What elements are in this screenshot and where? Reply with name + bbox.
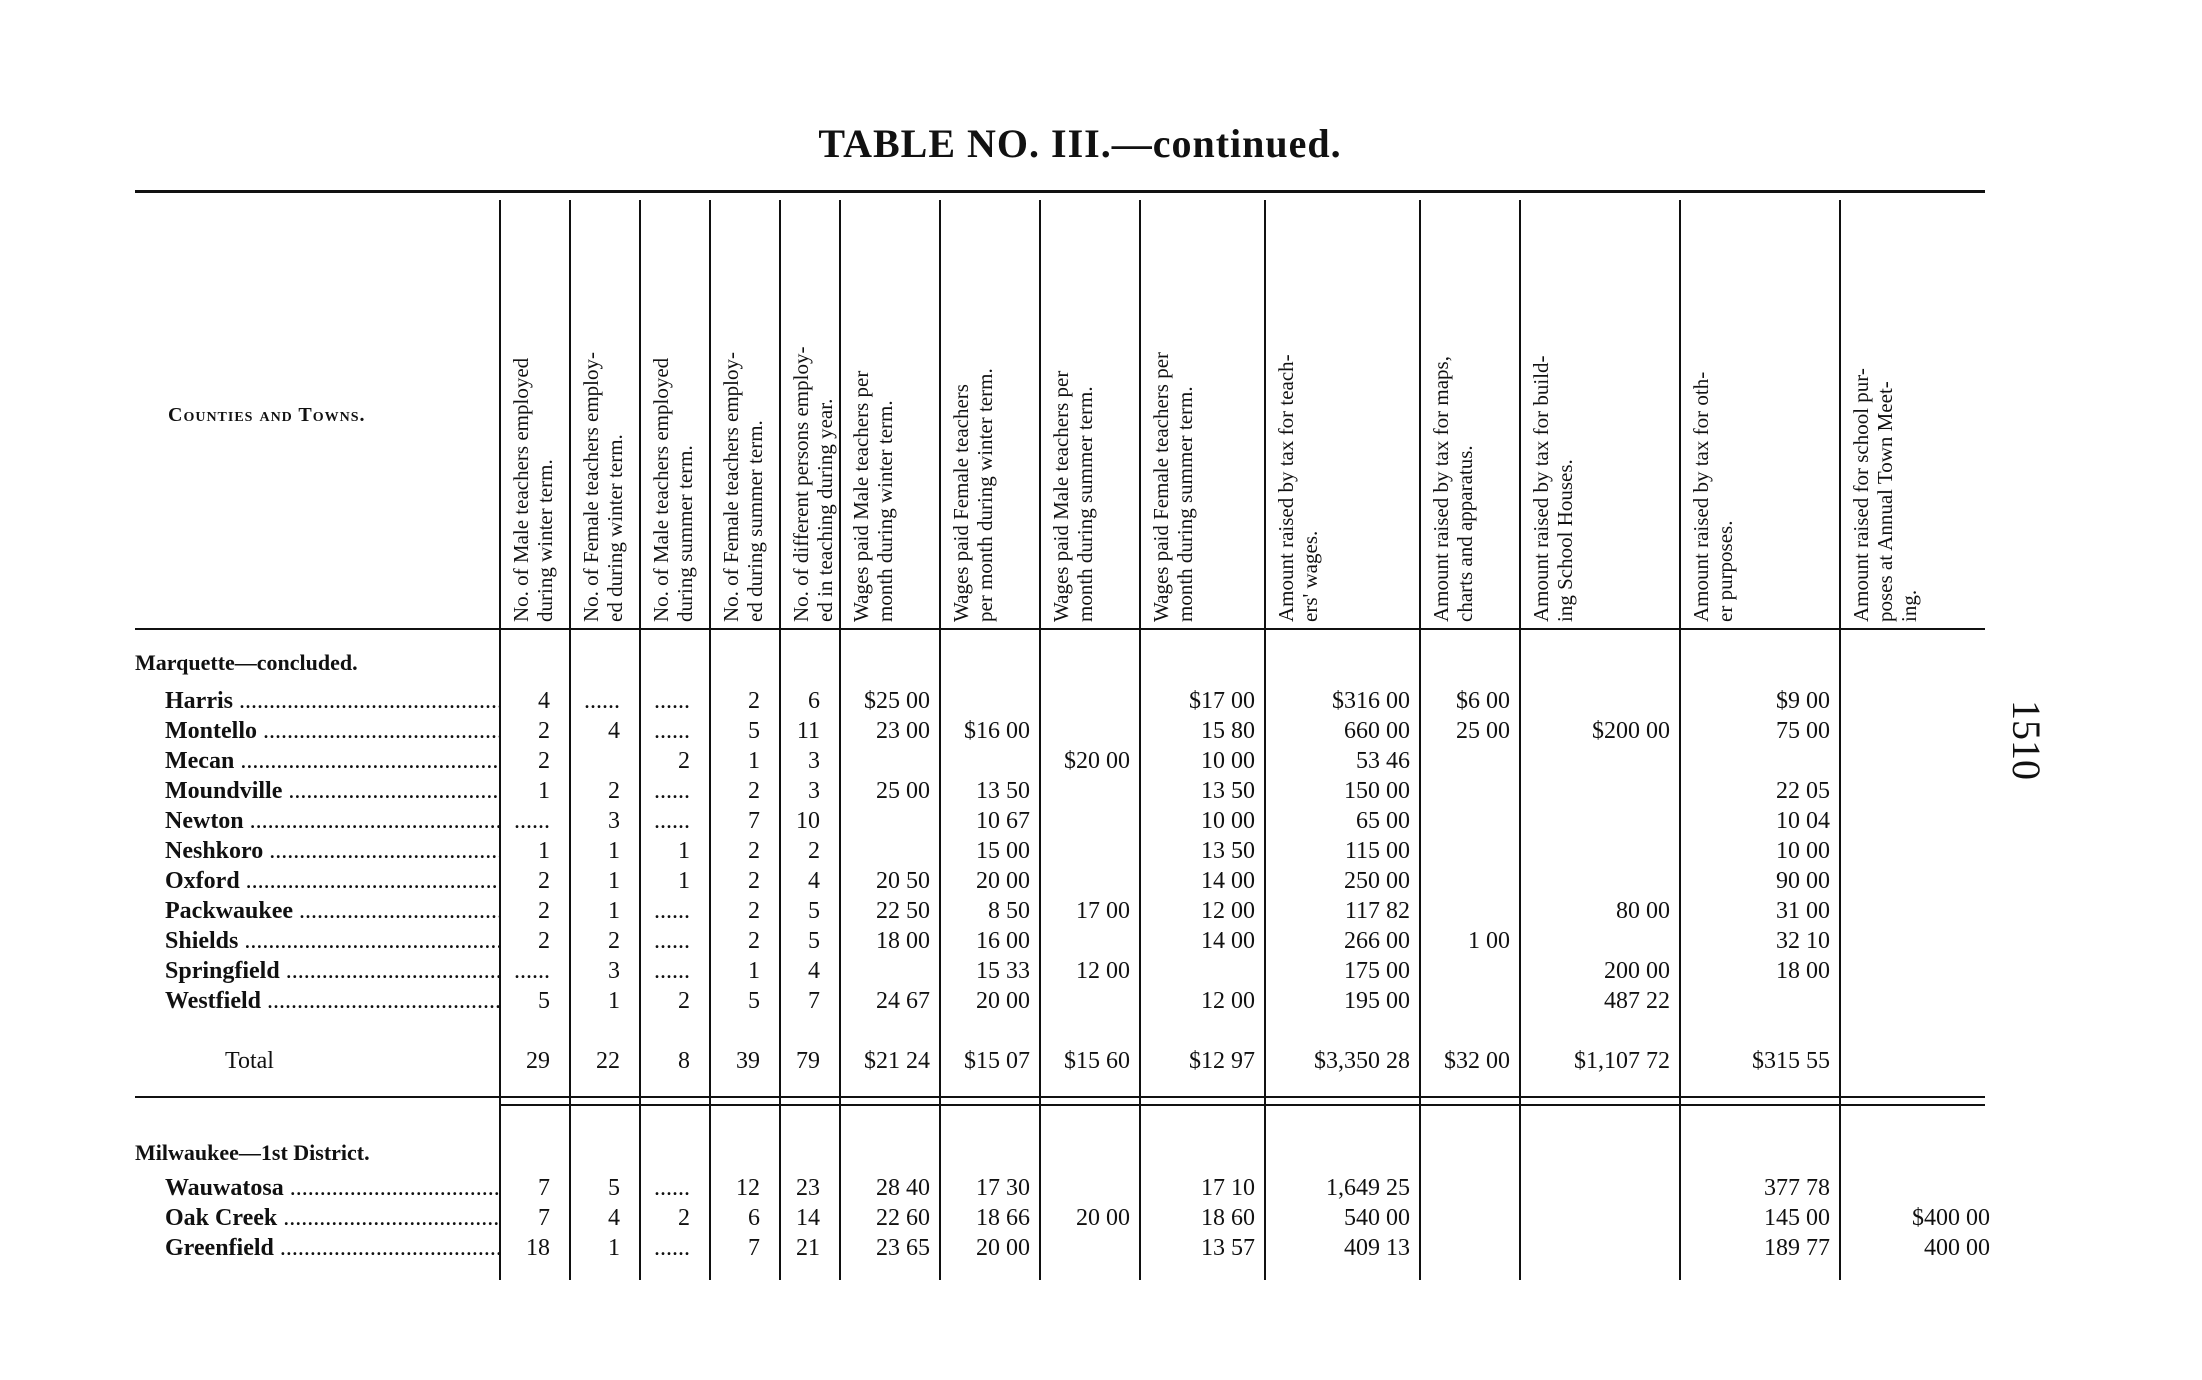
table-cell: 2: [748, 778, 760, 804]
table-cell: $17 00: [1189, 688, 1255, 714]
table-cell: 400 00: [1924, 1235, 1990, 1261]
table-cell: 3: [608, 958, 620, 984]
column-header-line: Wages paid Male teachers per: [849, 370, 873, 622]
table-row: [0, 838, 2202, 868]
column-header-line: No. of different persons employ-: [789, 346, 813, 622]
table-cell: ......: [514, 958, 550, 984]
table-cell: 2: [678, 988, 690, 1014]
town-name: Shields .....: [165, 928, 500, 955]
table-row: [0, 1235, 2202, 1265]
table-cell: ......: [654, 1235, 690, 1261]
table-cell: 12 00: [1201, 898, 1255, 924]
column-header-line: ed during summer term.: [743, 420, 767, 622]
table-cell: 2: [748, 898, 760, 924]
table-cell: ......: [514, 808, 550, 834]
table-cell: 12 00: [1076, 958, 1130, 984]
table-cell: 150 00: [1344, 778, 1410, 804]
table-cell: 13 50: [1201, 838, 1255, 864]
table-cell: 2: [748, 928, 760, 954]
table-cell: 2: [608, 928, 620, 954]
table-cell: 10 00: [1201, 748, 1255, 774]
town-name: Mecan .....: [165, 748, 500, 775]
table-cell: 10 00: [1776, 838, 1830, 864]
table-cell: 10 04: [1776, 808, 1830, 834]
town-name: Moundville .....: [165, 778, 500, 805]
table-cell: 1: [678, 868, 690, 894]
table-cell: 1: [608, 868, 620, 894]
table-cell: 540 00: [1344, 1205, 1410, 1231]
column-header-line: er purposes.: [1713, 520, 1737, 622]
table-cell: 22 05: [1776, 778, 1830, 804]
column-header: [849, 371, 897, 622]
table-cell: 2: [678, 1205, 690, 1231]
table-cell: 18 66: [976, 1205, 1030, 1231]
table-cell: 12 00: [1201, 988, 1255, 1014]
table-cell: 3: [608, 808, 620, 834]
table-cell: ......: [584, 688, 620, 714]
table-cell: $316 00: [1332, 688, 1410, 714]
table-cell: 2: [678, 748, 690, 774]
column-header-line: No. of Male teachers employed: [649, 357, 673, 622]
column-header: [1529, 355, 1577, 622]
table-cell: 53 46: [1356, 748, 1410, 774]
table-cell: 2: [538, 748, 550, 774]
table-row: [0, 1175, 2202, 1205]
table-cell: ......: [654, 778, 690, 804]
header-top-rule: [135, 190, 1985, 193]
table-cell: 2: [608, 778, 620, 804]
table-row: [0, 808, 2202, 838]
town-name: Westfield .....: [165, 988, 500, 1015]
column-header-line: ers' wages.: [1298, 530, 1322, 622]
table-row: [0, 988, 2202, 1018]
table-cell: $25 00: [864, 688, 930, 714]
table-cell: 22: [596, 1048, 620, 1074]
table-cell: 1: [608, 1235, 620, 1261]
column-header-line: charts and apparatus.: [1453, 445, 1477, 622]
table-cell: 2: [808, 838, 820, 864]
table-cell: 90 00: [1776, 868, 1830, 894]
town-name: Oak Creek .....: [165, 1205, 500, 1232]
table-cell: 195 00: [1344, 988, 1410, 1014]
table-cell: 1: [748, 748, 760, 774]
table-cell: 115 00: [1344, 838, 1410, 864]
table-cell: 11: [796, 718, 820, 744]
table-cell: 17 10: [1201, 1175, 1255, 1201]
table-cell: 10: [796, 808, 820, 834]
table-cell: 25 00: [1456, 718, 1510, 744]
table-cell: 14 00: [1201, 868, 1255, 894]
column-header-line: ing.: [1897, 589, 1921, 622]
table-cell: $200 00: [1592, 718, 1670, 744]
section-heading: Milwaukee—1st District.: [135, 1140, 370, 1165]
town-name: Wauwatosa .....: [165, 1175, 500, 1202]
table-cell: 5: [538, 988, 550, 1014]
table-cell: 29: [526, 1048, 550, 1074]
table-cell: 8: [678, 1048, 690, 1074]
table-cell: 22 60: [876, 1205, 930, 1231]
table-cell: $20 00: [1064, 748, 1130, 774]
table-cell: 4: [808, 958, 820, 984]
total-double-rule-lower: [500, 1104, 1985, 1106]
column-header-line: Amount raised for school pur-: [1849, 368, 1873, 622]
table-cell: $21 24: [864, 1048, 930, 1074]
counties-and-towns-header: Counties and Towns.: [168, 404, 366, 426]
column-header: [579, 352, 627, 622]
table-cell: 5: [808, 928, 820, 954]
table-cell: ......: [654, 688, 690, 714]
table-cell: ......: [654, 808, 690, 834]
table-cell: 1: [608, 988, 620, 1014]
column-header-line: Wages paid Female teachers: [949, 384, 973, 622]
column-header-line: No. of Female teachers employ-: [579, 352, 603, 622]
table-cell: 23 65: [876, 1235, 930, 1261]
column-header-line: Amount raised by tax for teach-: [1274, 354, 1298, 622]
table-row: [0, 928, 2202, 958]
column-header-line: Wages paid Male teachers per: [1049, 370, 1073, 622]
table-cell: 18: [526, 1235, 550, 1261]
table-cell: ......: [654, 958, 690, 984]
town-name: Greenfield .....: [165, 1235, 500, 1262]
table-cell: $32 00: [1444, 1048, 1510, 1074]
table-cell: 4: [608, 1205, 620, 1231]
column-header-line: during summer term.: [673, 445, 697, 622]
table-cell: 1: [608, 898, 620, 924]
table-cell: 20 00: [976, 988, 1030, 1014]
table-row: [0, 898, 2202, 928]
table-cell: 10 00: [1201, 808, 1255, 834]
table-cell: 39: [736, 1048, 760, 1074]
column-header-line: per month during winter term.: [973, 368, 997, 622]
table-row: [0, 748, 2202, 778]
town-name: Harris .....: [165, 688, 500, 715]
table-cell: 2: [538, 868, 550, 894]
table-cell: 8 50: [988, 898, 1030, 924]
table-cell: $6 00: [1456, 688, 1510, 714]
table-cell: 17 00: [1076, 898, 1130, 924]
table-cell: 10 67: [976, 808, 1030, 834]
table-cell: 20 00: [976, 868, 1030, 894]
table-cell: $400 00: [1912, 1205, 1990, 1231]
table-cell: 21: [796, 1235, 820, 1261]
column-header-line: poses at Annual Town Meet-: [1873, 381, 1897, 622]
table-row: [0, 778, 2202, 808]
table-cell: 2: [538, 928, 550, 954]
table-cell: 14: [796, 1205, 820, 1231]
table-cell: 20 00: [1076, 1205, 1130, 1231]
column-header: [1274, 354, 1322, 622]
table-cell: $1,107 72: [1574, 1048, 1670, 1074]
table-cell: ......: [654, 898, 690, 924]
total-label: Total: [225, 1048, 274, 1074]
table-cell: 2: [748, 868, 760, 894]
table-cell: 18 00: [1776, 958, 1830, 984]
town-name: Montello .....: [165, 718, 500, 745]
table-cell: 31 00: [1776, 898, 1830, 924]
table-cell: 2: [748, 838, 760, 864]
column-header-line: Amount raised by tax for maps,: [1429, 356, 1453, 622]
column-header: [789, 347, 837, 622]
table-cell: 15 00: [976, 838, 1030, 864]
table-cell: 487 22: [1604, 988, 1670, 1014]
table-cell: 7: [748, 1235, 760, 1261]
column-header-line: ed during winter term.: [603, 434, 627, 622]
table-cell: 145 00: [1764, 1205, 1830, 1231]
table-cell: ......: [654, 928, 690, 954]
table-cell: 2: [538, 718, 550, 744]
table-cell: 13 57: [1201, 1235, 1255, 1261]
town-name: Newton .....: [165, 808, 500, 835]
table-cell: $3,350 28: [1314, 1048, 1410, 1074]
page-number: 1510: [2004, 700, 2049, 780]
column-header-line: month during summer term.: [1073, 386, 1097, 622]
header-bottom-rule: [135, 628, 1985, 630]
table-cell: 3: [808, 748, 820, 774]
table-cell: 5: [608, 1175, 620, 1201]
table-cell: 13 50: [976, 778, 1030, 804]
table-cell: ......: [654, 1175, 690, 1201]
table-cell: 250 00: [1344, 868, 1410, 894]
table-cell: 25 00: [876, 778, 930, 804]
table-cell: $9 00: [1776, 688, 1830, 714]
table-cell: $12 97: [1189, 1048, 1255, 1074]
table-cell: 5: [748, 718, 760, 744]
table-cell: $15 60: [1064, 1048, 1130, 1074]
table-cell: 117 82: [1344, 898, 1410, 924]
column-header-line: month during summer term.: [1173, 386, 1197, 622]
table-cell: 1: [538, 778, 550, 804]
table-cell: 5: [748, 988, 760, 1014]
table-cell: 377 78: [1764, 1175, 1830, 1201]
column-header-line: during winter term.: [533, 459, 557, 622]
table-cell: 14 00: [1201, 928, 1255, 954]
table-cell: 266 00: [1344, 928, 1410, 954]
column-header-line: month during winter term.: [873, 400, 897, 622]
column-header: [649, 358, 697, 622]
column-header: [1429, 356, 1477, 622]
column-header-line: No. of Male teachers employed: [509, 357, 533, 622]
table-cell: 65 00: [1356, 808, 1410, 834]
table-cell: 79: [796, 1048, 820, 1074]
table-row: [0, 958, 2202, 988]
table-cell: 13 50: [1201, 778, 1255, 804]
table-cell: 200 00: [1604, 958, 1670, 984]
table-cell: 7: [808, 988, 820, 1014]
table-cell: 1 00: [1468, 928, 1510, 954]
table-cell: 2: [538, 898, 550, 924]
column-header-line: ing School Houses.: [1553, 459, 1577, 622]
town-name: Packwaukee .....: [165, 898, 500, 925]
table-cell: ......: [654, 718, 690, 744]
town-name: Springfield .....: [165, 958, 500, 985]
table-cell: 4: [808, 868, 820, 894]
table-cell: 20 50: [876, 868, 930, 894]
column-header-line: No. of Female teachers employ-: [719, 352, 743, 622]
table-cell: 20 00: [976, 1235, 1030, 1261]
table-cell: $315 55: [1752, 1048, 1830, 1074]
table-cell: 28 40: [876, 1175, 930, 1201]
table-cell: 23: [796, 1175, 820, 1201]
table-cell: 18 00: [876, 928, 930, 954]
table-cell: 1: [538, 838, 550, 864]
column-header-line: Amount raised by tax for build-: [1529, 355, 1553, 622]
total-row: [0, 1048, 2202, 1078]
table-cell: 660 00: [1344, 718, 1410, 744]
column-header: [949, 368, 997, 622]
table-cell: 15 80: [1201, 718, 1255, 744]
table-cell: 409 13: [1344, 1235, 1410, 1261]
table-title: TABLE NO. III.—continued.: [818, 121, 1342, 166]
table-cell: 6: [808, 688, 820, 714]
table-cell: 23 00: [876, 718, 930, 744]
table-cell: 1: [678, 838, 690, 864]
table-cell: 7: [538, 1175, 550, 1201]
column-header-line: ed in teaching during year.: [813, 398, 837, 622]
column-header-line: Amount raised by tax for oth-: [1689, 371, 1713, 622]
table-cell: 80 00: [1616, 898, 1670, 924]
table-cell: 2: [748, 688, 760, 714]
table-cell: 18 60: [1201, 1205, 1255, 1231]
table-cell: 32 10: [1776, 928, 1830, 954]
table-cell: 24 67: [876, 988, 930, 1014]
table-cell: 7: [748, 808, 760, 834]
table-cell: 1,649 25: [1326, 1175, 1410, 1201]
column-header: [1849, 368, 1921, 622]
total-double-rule-upper: [135, 1096, 1985, 1098]
table-cell: 22 50: [876, 898, 930, 924]
table-cell: 3: [808, 778, 820, 804]
column-header: [1149, 352, 1197, 622]
town-name: Oxford .....: [165, 868, 500, 895]
table-row: [0, 718, 2202, 748]
table-row: [0, 1205, 2202, 1235]
table-row: [0, 688, 2202, 718]
section-heading: Marquette—concluded.: [135, 650, 358, 675]
table-cell: $16 00: [964, 718, 1030, 744]
table-cell: 75 00: [1776, 718, 1830, 744]
table-cell: 15 33: [976, 958, 1030, 984]
table-cell: 17 30: [976, 1175, 1030, 1201]
table-cell: 189 77: [1764, 1235, 1830, 1261]
column-header: [509, 358, 557, 622]
town-name: Neshkoro .....: [165, 838, 500, 865]
table-cell: 16 00: [976, 928, 1030, 954]
column-header: [1049, 371, 1097, 622]
table-row: [0, 868, 2202, 898]
column-header: [1689, 372, 1737, 622]
table-cell: 12: [736, 1175, 760, 1201]
column-header: [719, 352, 767, 622]
table-cell: 1: [748, 958, 760, 984]
table-cell: 4: [608, 718, 620, 744]
table-cell: 7: [538, 1205, 550, 1231]
table-cell: 175 00: [1344, 958, 1410, 984]
table-cell: $15 07: [964, 1048, 1030, 1074]
table-cell: 6: [748, 1205, 760, 1231]
column-header-line: Wages paid Female teachers per: [1149, 351, 1173, 622]
table-cell: 5: [808, 898, 820, 924]
table-cell: 4: [538, 688, 550, 714]
table-cell: 1: [608, 838, 620, 864]
